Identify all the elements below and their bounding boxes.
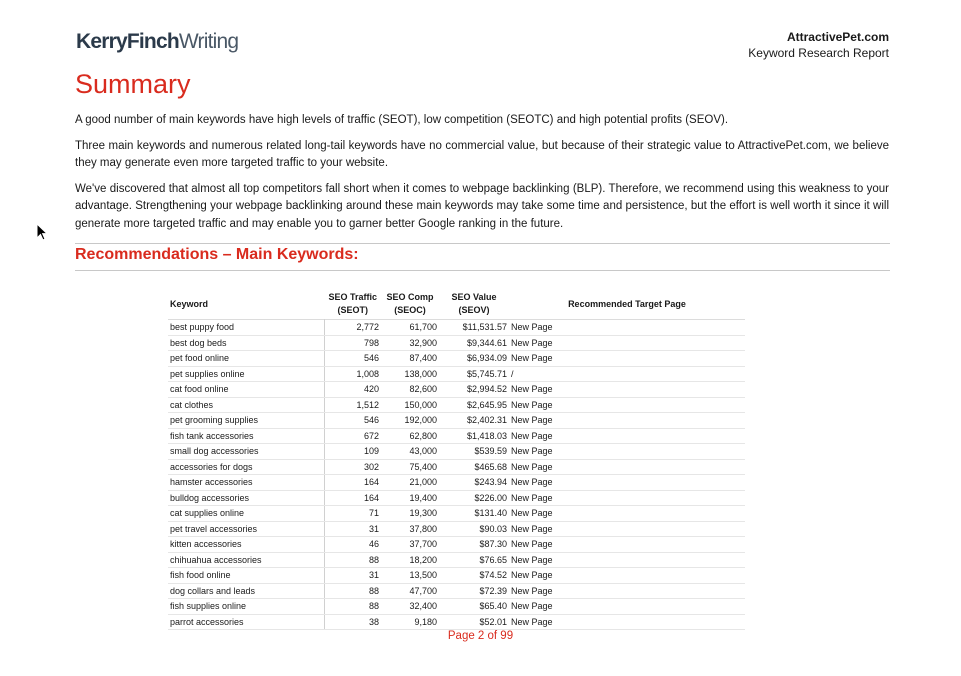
cell-value: $465.68: [439, 459, 509, 475]
cell-traffic: 31: [325, 521, 382, 537]
cell-keyword: pet grooming supplies: [168, 413, 325, 429]
header-keyword: Keyword: [170, 298, 209, 309]
cell-target-page: New Page: [509, 335, 745, 351]
cell-comp: 37,800: [381, 521, 439, 537]
cell-value: $5,745.71: [439, 366, 509, 382]
cell-target-page: New Page: [509, 583, 745, 599]
cell-keyword: cat supplies online: [168, 506, 325, 522]
header-comp: [381, 289, 439, 320]
summary-paragraph-2: Three main keywords and numerous related long-tail keywords have no commercial value, but because of their strategic value to AttractivePet.com, we believe they may generate even more targeted traffic to your website.: [75, 139, 889, 169]
cell-traffic: 420: [325, 382, 382, 398]
table-row: [168, 583, 745, 599]
cell-comp: 192,000: [381, 413, 439, 429]
cell-traffic: 798: [325, 335, 382, 351]
table-row: [168, 614, 745, 630]
cell-traffic: 88: [325, 599, 382, 615]
cell-comp: 150,000: [381, 397, 439, 413]
header-traffic: [325, 289, 382, 320]
cell-comp: 37,700: [381, 537, 439, 553]
cell-comp: 62,800: [381, 428, 439, 444]
cell-target-page: New Page: [509, 382, 745, 398]
cell-value: $11,531.57: [439, 320, 509, 336]
header-traffic-line1: SEO Traffic: [328, 292, 377, 302]
cell-traffic: 302: [325, 459, 382, 475]
cell-target-page: New Page: [509, 490, 745, 506]
keywords-table-container: [168, 289, 745, 630]
brand-logo: [76, 30, 238, 54]
cell-keyword: pet food online: [168, 351, 325, 367]
table-row: [168, 413, 745, 429]
cell-keyword: best puppy food: [168, 320, 325, 336]
page-number: Page 2 of 99: [447, 630, 514, 642]
header-target-page: Recommended Target Page: [568, 298, 686, 309]
table-body: [168, 320, 745, 630]
summary-paragraph-1: A good number of main keywords have high levels of traffic (SEOT), low competition (SEOTC) and high potential profits (SEOV).: [75, 114, 729, 126]
cell-target-page: New Page: [509, 397, 745, 413]
table-row: [168, 397, 745, 413]
table-row: [168, 335, 745, 351]
table-row: [168, 475, 745, 491]
cell-target-page: New Page: [509, 552, 745, 568]
cell-comp: 61,700: [381, 320, 439, 336]
cell-keyword: fish food online: [168, 568, 325, 584]
cell-keyword: best dog beds: [168, 335, 325, 351]
cell-comp: 75,400: [381, 459, 439, 475]
cell-keyword: dog collars and leads: [168, 583, 325, 599]
cell-comp: 82,600: [381, 382, 439, 398]
cell-target-page: /: [509, 366, 745, 382]
cell-comp: 13,500: [381, 568, 439, 584]
header-value-line2: (SEOV): [458, 305, 490, 315]
table-row: [168, 366, 745, 382]
site-name: AttractivePet.com: [786, 30, 889, 44]
cell-target-page: New Page: [509, 506, 745, 522]
cell-comp: 18,200: [381, 552, 439, 568]
cell-value: $72.39: [439, 583, 509, 599]
cell-comp: 32,400: [381, 599, 439, 615]
cell-keyword: fish tank accessories: [168, 428, 325, 444]
cell-target-page: New Page: [509, 475, 745, 491]
table-row: [168, 351, 745, 367]
cell-traffic: 38: [325, 614, 382, 630]
cell-comp: 9,180: [381, 614, 439, 630]
section-divider-bottom: [75, 270, 890, 271]
cell-target-page: New Page: [509, 521, 745, 537]
table-row: [168, 521, 745, 537]
cell-traffic: 88: [325, 583, 382, 599]
cell-traffic: 164: [325, 475, 382, 491]
cell-traffic: 31: [325, 568, 382, 584]
cell-target-page: New Page: [509, 413, 745, 429]
cell-traffic: 546: [325, 413, 382, 429]
cell-target-page: New Page: [509, 459, 745, 475]
report-name: Keyword Research Report: [748, 46, 889, 60]
cell-value: $226.00: [439, 490, 509, 506]
cell-traffic: 1,512: [325, 397, 382, 413]
cell-target-page: New Page: [509, 568, 745, 584]
cell-comp: 47,700: [381, 583, 439, 599]
cell-value: $74.52: [439, 568, 509, 584]
table-row: [168, 490, 745, 506]
cell-keyword: kitten accessories: [168, 537, 325, 553]
cell-value: $243.94: [439, 475, 509, 491]
mouse-pointer-icon: [36, 223, 48, 241]
cell-traffic: 88: [325, 552, 382, 568]
table-row: [168, 568, 745, 584]
cell-value: $87.30: [439, 537, 509, 553]
cell-keyword: small dog accessories: [168, 444, 325, 460]
cell-target-page: New Page: [509, 428, 745, 444]
cell-value: $2,994.52: [439, 382, 509, 398]
table-row: [168, 320, 745, 336]
cell-value: $1,418.03: [439, 428, 509, 444]
cell-comp: 32,900: [381, 335, 439, 351]
cell-value: $2,645.95: [439, 397, 509, 413]
table-row: [168, 459, 745, 475]
cell-value: $131.40: [439, 506, 509, 522]
cell-keyword: pet supplies online: [168, 366, 325, 382]
cell-keyword: cat clothes: [168, 397, 325, 413]
header-comp-line1: SEO Comp: [386, 292, 434, 302]
cell-keyword: fish supplies online: [168, 599, 325, 615]
section-title: Recommendations – Main Keywords:: [75, 246, 359, 263]
summary-text: [75, 112, 889, 241]
table-row: [168, 537, 745, 553]
cell-value: $539.59: [439, 444, 509, 460]
logo-light-text: Writing: [178, 30, 239, 53]
cell-traffic: 1,008: [325, 366, 382, 382]
cell-value: $2,402.31: [439, 413, 509, 429]
cell-comp: 138,000: [381, 366, 439, 382]
cell-keyword: cat food online: [168, 382, 325, 398]
cell-comp: 87,400: [381, 351, 439, 367]
header-comp-line2: (SEOC): [394, 305, 426, 315]
section-divider-top: [75, 243, 890, 244]
cell-value: $90.03: [439, 521, 509, 537]
cell-traffic: 546: [325, 351, 382, 367]
header-value-line1: SEO Value: [451, 292, 497, 302]
table-row: [168, 382, 745, 398]
cell-traffic: 164: [325, 490, 382, 506]
cell-value: $52.01: [439, 614, 509, 630]
cell-value: $76.65: [439, 552, 509, 568]
cell-keyword: accessories for dogs: [168, 459, 325, 475]
cell-traffic: 46: [325, 537, 382, 553]
cell-value: $9,344.61: [439, 335, 509, 351]
cell-keyword: bulldog accessories: [168, 490, 325, 506]
header-traffic-line2: (SEOT): [337, 305, 368, 315]
cell-traffic: 71: [325, 506, 382, 522]
cell-target-page: New Page: [509, 537, 745, 553]
cell-target-page: New Page: [509, 351, 745, 367]
logo-bold-text: KerryFinch: [76, 30, 179, 53]
cell-traffic: 672: [325, 428, 382, 444]
cell-target-page: New Page: [509, 444, 745, 460]
cell-value: $6,934.09: [439, 351, 509, 367]
cell-target-page: New Page: [509, 599, 745, 615]
header-value: [439, 289, 509, 320]
cell-traffic: 109: [325, 444, 382, 460]
cell-traffic: 2,772: [325, 320, 382, 336]
cell-comp: 19,300: [381, 506, 439, 522]
cell-comp: 19,400: [381, 490, 439, 506]
cell-keyword: pet travel accessories: [168, 521, 325, 537]
table-row: [168, 599, 745, 615]
cell-keyword: parrot accessories: [168, 614, 325, 630]
cell-comp: 43,000: [381, 444, 439, 460]
cell-value: $65.40: [439, 599, 509, 615]
table-header-row: [168, 289, 745, 320]
table-row: [168, 506, 745, 522]
table-row: [168, 444, 745, 460]
cell-target-page: New Page: [509, 614, 745, 630]
cell-target-page: New Page: [509, 320, 745, 336]
report-header: [748, 29, 889, 61]
cell-keyword: hamster accessories: [168, 475, 325, 491]
table-row: [168, 552, 745, 568]
table-row: [168, 428, 745, 444]
keywords-table: [168, 289, 745, 630]
cell-comp: 21,000: [381, 475, 439, 491]
page-title: Summary: [75, 69, 191, 99]
cell-keyword: chihuahua accessories: [168, 552, 325, 568]
summary-paragraph-3: We've discovered that almost all top competitors fall short when it comes to webpage backlinking (BLP). Therefore, we recommend using this weakness to your advantage. Strengthening your webpage backlinking around these main keywords may take some time and persistence, but the effort is well worth it since it will generate more targeted traffic and may enable you to garner better Google ranking in the future.: [75, 182, 889, 230]
